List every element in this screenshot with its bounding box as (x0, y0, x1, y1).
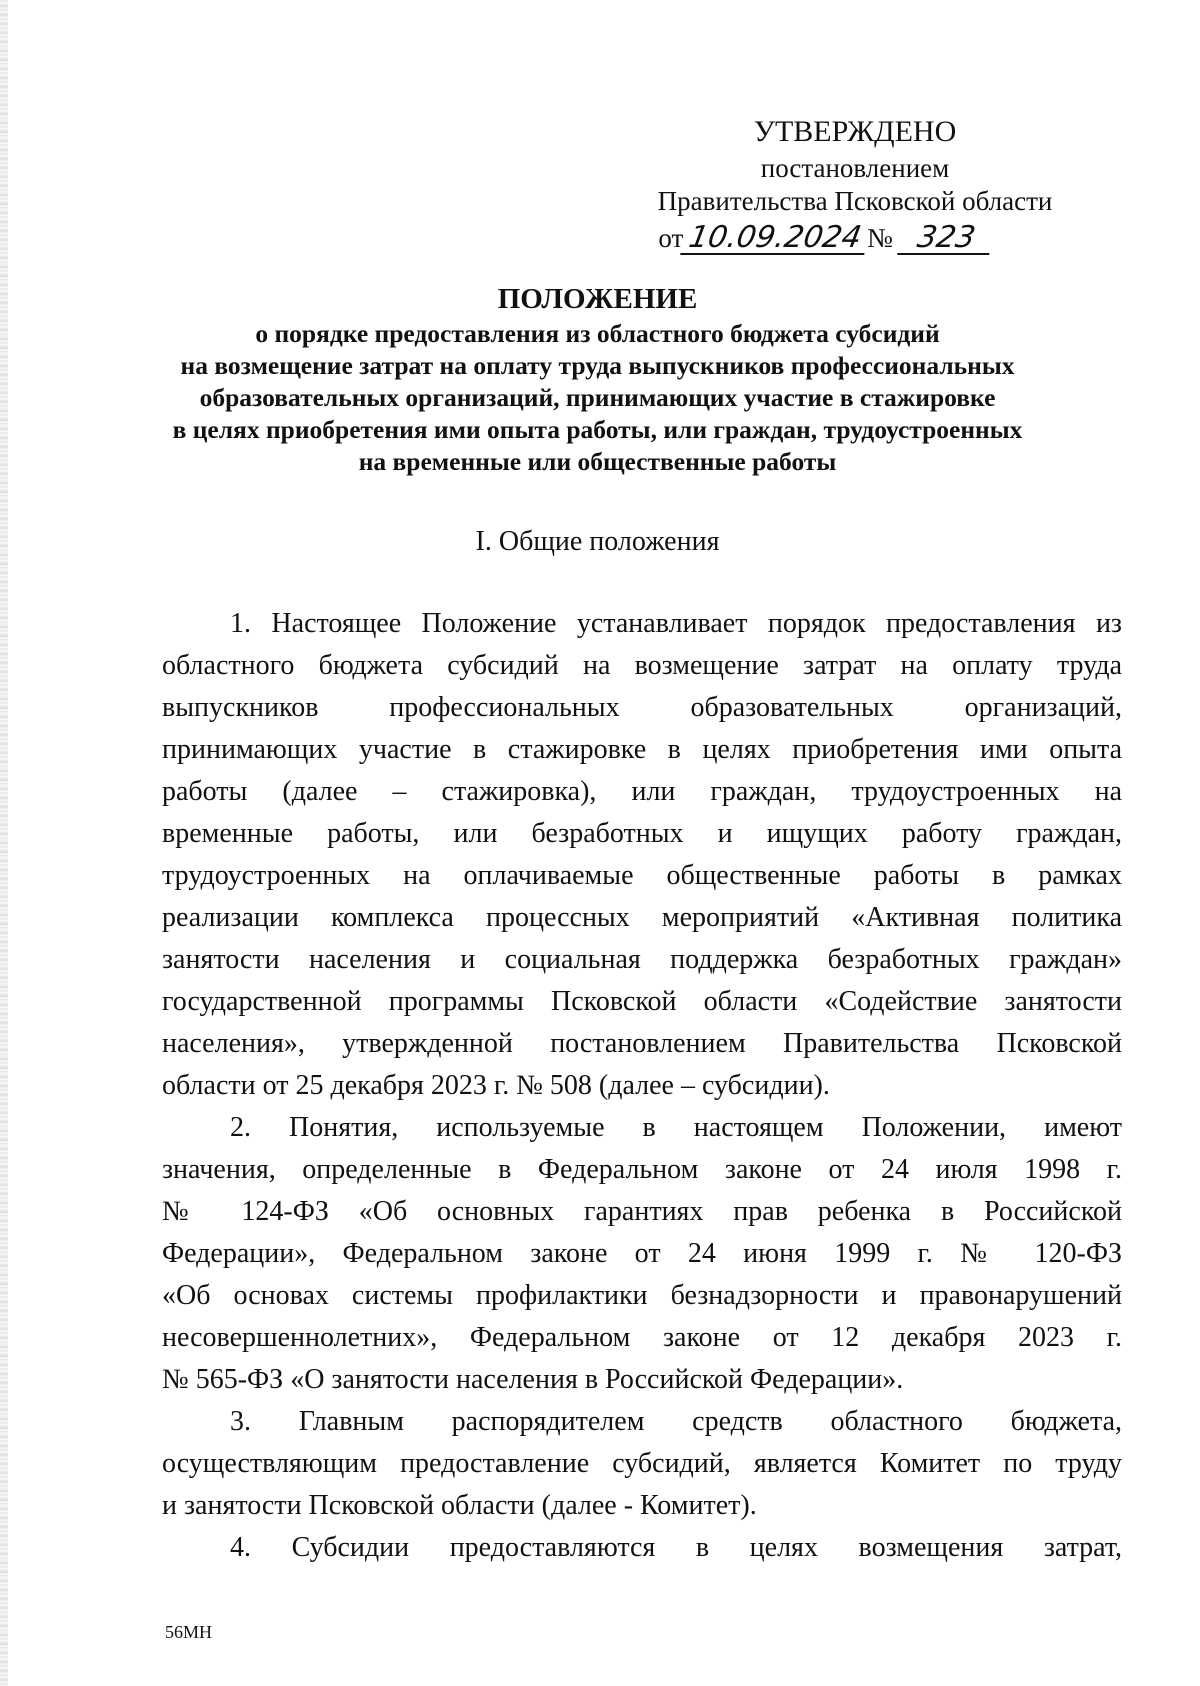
paragraph-3-line: 3. Главным распорядителем средств областного бюджета, (230, 1406, 1122, 1437)
approval-line-resolution: постановлением (760, 153, 950, 183)
approval-stamp-block (600, 112, 1110, 258)
handwritten-number: 323 (897, 223, 995, 255)
paragraph-1-line: занятости населения и социальная поддержка безработных граждан» (162, 944, 1122, 975)
paragraph-3-line: осуществляющим предоставление субсидий, является Комитет по труду (162, 1448, 1122, 1479)
footer-document-code: 56МН (165, 1622, 213, 1642)
paragraph-1-line: 1. Настоящее Положение устанавливает порядок предоставления из (230, 608, 1122, 639)
paragraph-2-line: несовершеннолетних», Федеральном законе от 12 декабря 2023 г. (162, 1322, 1122, 1353)
paragraph-1-line: государственной программы Псковской области «Содействие занятости (162, 986, 1122, 1017)
document-subtitle-line: на возмещение затрат на оплату труда выпускников профессиональных (180, 351, 1015, 380)
paragraph-1-line: областного бюджета субсидий на возмещение затрат на оплату труда (162, 650, 1122, 681)
date-prefix: от (658, 223, 684, 253)
number-prefix: № (867, 223, 893, 253)
document-title-block (150, 280, 1045, 478)
paragraph-2-line: № 124-ФЗ «Об основных гарантиях прав ребенка в Российской (162, 1196, 1122, 1227)
paragraph-2-line: № 565-ФЗ «О занятости населения в Российской Федерации». (162, 1364, 904, 1395)
document-subtitle-line: о порядке предоставления из областного бюджета субсидий (255, 319, 940, 348)
document-body (162, 603, 1122, 1569)
paragraph-3-line: и занятости Псковской области (далее - Комитет). (162, 1490, 757, 1521)
document-subtitle-line: в целях приобретения ими опыта работы, или граждан, трудоустроенных (172, 415, 1023, 444)
paragraph-2-line: «Об основах системы профилактики безнадзорности и правонарушений (162, 1280, 1122, 1311)
paragraph-2-line: значения, определенные в Федеральном законе от 24 июля 1998 г. (162, 1154, 1122, 1185)
paragraph-1-line: временные работы, или безработных и ищущих работу граждан, (162, 818, 1122, 849)
paragraph-2-line: Федерации», Федеральном законе от 24 июня 1999 г. № 120-ФЗ (162, 1238, 1122, 1269)
approval-title: УТВЕРЖДЕНО (753, 115, 957, 148)
paragraph-2-line: 2. Понятия, используемые в настоящем Положении, имеют (230, 1112, 1122, 1143)
paragraph-1-line: реализации комплекса процессных мероприятий «Активная политика (162, 902, 1122, 933)
approval-line-government: Правительства Псковской области (657, 186, 1053, 216)
document-subtitle-line: на временные или общественные работы (358, 447, 837, 476)
document-subtitle-line: образовательных организаций, принимающих участие в стажировке (199, 383, 996, 412)
paragraph-1-line: трудоустроенных на оплачиваемые общественные работы в рамках (162, 860, 1122, 891)
paragraph-4-line: 4. Субсидии предоставляются в целях возмещения затрат, (230, 1532, 1122, 1563)
handwritten-date: 10.09.2024 (681, 223, 870, 255)
approval-date-line (570, 218, 1080, 258)
scan-edge-artifact (0, 0, 8, 1686)
section-heading: I. Общие положения (475, 526, 720, 557)
paragraph-1-line: населения», утвержденной постановлением Правительства Псковской (162, 1028, 1122, 1059)
paragraph-1-line: принимающих участие в стажировке в целях приобретения ими опыта (162, 734, 1122, 765)
document-title: ПОЛОЖЕНИЕ (497, 283, 698, 315)
paragraph-1-line: работы (далее – стажировка), или граждан, трудоустроенных на (162, 776, 1122, 807)
paragraph-1-line: области от 25 декабря 2023 г. № 508 (далее – субсидии). (162, 1070, 830, 1101)
paragraph-1-line: выпускников профессиональных образовательных организаций, (162, 692, 1122, 723)
